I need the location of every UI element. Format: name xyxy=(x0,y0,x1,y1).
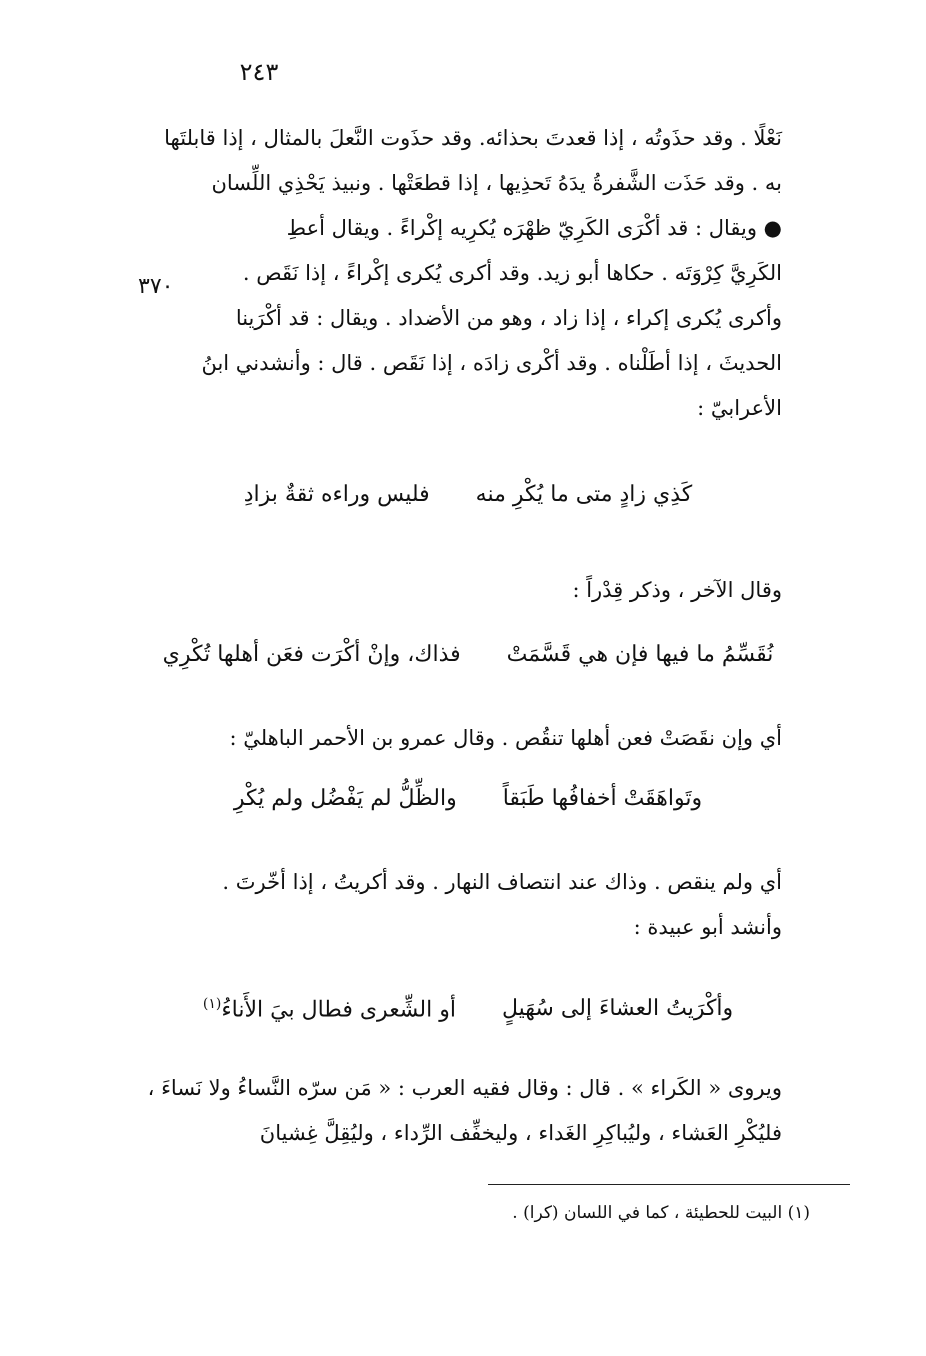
paragraph-4 xyxy=(146,860,782,950)
text-line: ويروى « الكَراء » . قال : وقال فقيه العرب : « مَن سرّه النَّساءُ ولا نَساءَ ، xyxy=(147,1076,782,1100)
text-line: وقال الآخر ، وذكر قِدْراً : xyxy=(572,578,782,602)
verse-second-hemistich: أو الشِّعرى فطال بيَ الأَناءُ$^{(١)}$ xyxy=(202,996,456,1023)
verse-second-hemistich: فذاك، وإنْ أكْرَت فعَن أهلها تُكْرِي xyxy=(162,642,461,667)
verse-second-hemistich: والظِّلُّ لم يَفْضُل ولم يُكْرِ xyxy=(233,786,457,811)
verse-3 xyxy=(140,786,796,811)
text-line: نَعْلًا . وقد حذَوتُه ، إذا قعدتَ بحذائه. وقد حذَوت النَّعلَ بالمثال ، إذا قابلتَها xyxy=(164,126,782,150)
text-line: الحديثَ ، إذا أطَلْناه . وقد أكْرى زادَه ، إذا نَقَص . قال : وأنشدني ابنُ xyxy=(201,351,782,375)
text-line: وأكرى يُكرى إكراء ، إذا زاد ، وهو من الأضداد . ويقال : قد أكْرَينا xyxy=(235,306,782,330)
text-line: الكَرِيَّ كِرْوَتَه . حكاها أبو زيد. وقد أكرى يُكرى إكْراءً ، إذا نَقَص . xyxy=(242,261,782,285)
verse-4 xyxy=(140,996,796,1022)
paragraph-2 xyxy=(146,568,782,613)
verse-1 xyxy=(140,482,796,507)
text-line: أي وإن نقَصَتْ فعن أهلها تنقُص . وقال عمرو بن الأحمر الباهليّ : xyxy=(229,726,782,750)
paragraph-5 xyxy=(146,1066,782,1156)
footnote-separator xyxy=(488,1184,850,1185)
verse-second-hemistich: فليس وراءه ثقةٌ بزادِ xyxy=(243,482,430,507)
paragraph-3 xyxy=(146,716,782,761)
text-line: أي ولم ينقص . وذاك عند انتصاف النهار . وقد أكريتُ ، إذا أخّرتَ . xyxy=(222,870,782,894)
text-line: وأنشد أبو عبيدة : xyxy=(633,915,782,939)
verse-first-hemistich: وتَواهَقَتْ أخفافُها طَبَقاً xyxy=(502,786,703,811)
footnote: (١) البيت للحطيئة ، كما في اللسان (كرا) . xyxy=(512,1203,810,1223)
verse-first-hemistich: نُقَسِّمُ ما فيها فإن هي قَسَّمَتْ xyxy=(506,642,774,667)
text-line: الأعرابيّ : xyxy=(697,396,782,420)
text-line: فليُكْرِ العَشاء ، وليُباكِرِ الغَداء ، وليخفِّف الرِّداء ، وليُقِلَّ غِشيانَ xyxy=(259,1121,782,1145)
text-line: ● ويقال : قد أكْرَى الكَرِيّ ظهْرَه يُكرِيه إكْراءً . ويقال أعطِ xyxy=(286,216,782,240)
footnote-mark: (١) xyxy=(202,996,222,1012)
verse-first-hemistich: كَذِي زادٍ متى ما يُكْرِ منه xyxy=(475,482,693,507)
verse-2 xyxy=(140,642,796,667)
verse-first-hemistich: وأكْرَيتُ العشاءَ إلى سُهَيلٍ xyxy=(501,996,734,1021)
paragraph-1 xyxy=(146,116,782,431)
page-number: ٢٤٣ xyxy=(239,58,279,86)
text-line: به . وقد حَذَت الشَّفرةُ يدَهُ تَحذِيها ، إذا قطعَتْها . ونبيذ يَحْذِي اللِّسان xyxy=(211,171,782,195)
margin-number: ٣٧٠ xyxy=(138,274,174,299)
